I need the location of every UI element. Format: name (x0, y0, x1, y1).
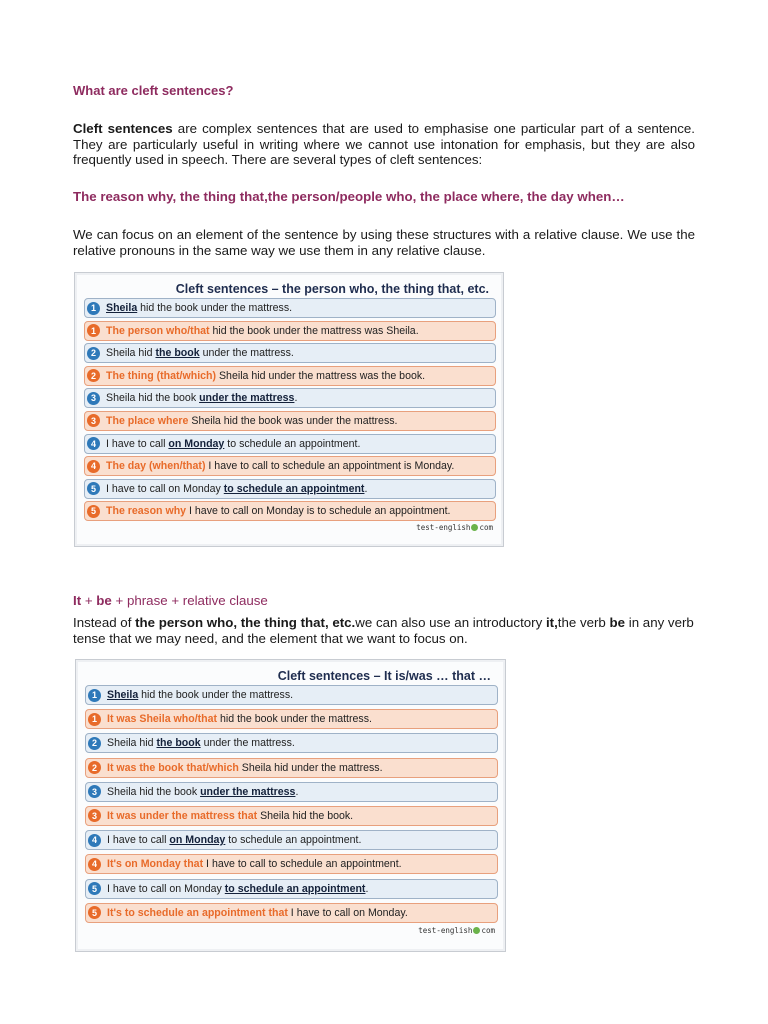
p3-a: Instead of (73, 615, 136, 630)
focus-element: on Monday (169, 834, 226, 847)
cleft-row-orange (85, 854, 498, 874)
number-badge-icon: 1 (88, 713, 101, 726)
sentence-text: I have to call to schedule an appointment. (203, 858, 402, 871)
focus-element: Sheila (107, 689, 139, 701)
section-heading-structures: The reason why, the thing that,the person/people who, the place where, the day when… (73, 189, 625, 204)
cleft-table-2-footer (76, 926, 505, 935)
cleft-structure: It's on Monday that (107, 858, 204, 871)
cleft-row-orange (85, 709, 498, 729)
sentence-text: I have to call on Monday is to schedule an appointment. (186, 505, 451, 518)
number-badge-icon: 4 (87, 437, 100, 450)
cleft-table-2-rows (76, 685, 505, 923)
cleft-row-blue (84, 388, 496, 408)
cleft-row-blue (85, 830, 498, 850)
sentence-text: I have to call on Monday (106, 482, 224, 495)
page-title: What are cleft sentences? (73, 83, 234, 98)
p3-e: the verb (557, 615, 610, 630)
intro-paragraph (73, 121, 695, 168)
cleft-row-blue (85, 733, 498, 753)
cleft-table-1-rows (75, 298, 503, 521)
cleft-structure: The person who/that (106, 324, 210, 337)
sentence-text: hid the book under the mattress. (137, 302, 293, 314)
sentence-text: Sheila hid under the mattress. (238, 761, 383, 774)
sentence-text: Sheila hid the book (106, 392, 200, 405)
cleft-row-blue (85, 685, 498, 705)
number-badge-icon: 2 (87, 369, 100, 382)
number-badge-icon: 4 (87, 460, 100, 473)
sentence-text: I have to call (107, 834, 170, 847)
number-badge-icon: 1 (87, 302, 100, 315)
focus-element: under the mattress (200, 785, 296, 798)
cleft-row-blue (84, 479, 496, 499)
sentence-text: hid the book under the mattress. (217, 713, 372, 726)
cleft-row-orange (84, 411, 496, 431)
number-badge-icon: 4 (88, 834, 101, 847)
p3-f: be (609, 615, 626, 630)
focus-element: on Monday (168, 437, 225, 450)
sentence-text: . (295, 785, 299, 798)
cleft-structure: It was Sheila who/that (107, 713, 218, 726)
number-badge-icon: 3 (88, 785, 101, 798)
check-dot-icon (473, 927, 480, 934)
sentence-text: I have to call on Monday (107, 882, 225, 895)
p3-c: we can also use an introductory (355, 615, 546, 630)
cleft-table-1 (74, 272, 504, 547)
sentence-text: . (365, 882, 369, 895)
sentence-text: Sheila hid (106, 347, 156, 360)
cleft-table-1-footer (75, 523, 503, 532)
number-badge-icon: 5 (88, 906, 101, 919)
number-badge-icon: 2 (87, 347, 100, 360)
footer-brand: test-english (416, 522, 471, 532)
intro-text: are complex sentences that are used to emphasise one particular part of a sentence. They are particularly useful in writing where we cannot use intonation for emphasis, but they are also frequently used in speech. There are several types of cleft sentences: (73, 121, 695, 167)
cleft-structure: It was under the mattress that (107, 809, 258, 822)
number-badge-icon: 5 (87, 505, 100, 518)
cleft-structure: It's to schedule an appointment that (107, 906, 288, 919)
number-badge-icon: 5 (88, 882, 101, 895)
cleft-row-orange (84, 321, 496, 341)
number-badge-icon: 3 (88, 809, 101, 822)
focus-element: Sheila (106, 302, 138, 314)
cleft-row-blue (84, 343, 496, 363)
sentence-text: Sheila hid the book was under the mattress. (188, 414, 398, 427)
number-badge-icon: 5 (87, 482, 100, 495)
section-heading-it-be (73, 593, 268, 608)
check-dot-icon (471, 524, 478, 531)
number-badge-icon: 3 (87, 392, 100, 405)
number-badge-icon: 2 (88, 737, 101, 750)
sentence-text: I have to call (106, 437, 169, 450)
number-badge-icon: 1 (88, 689, 101, 702)
cleft-row-blue (84, 298, 496, 318)
heading-plus-1: + (81, 593, 97, 608)
sentence-text: . (364, 482, 368, 495)
intro-term: Cleft sentences (73, 121, 173, 136)
cleft-row-blue (84, 434, 496, 454)
cleft-row-orange (85, 806, 498, 826)
sentence-text: under the mattress. (200, 737, 295, 750)
sentence-text: hid the book under the mattress. (138, 689, 294, 701)
focus-element: under the mattress (199, 392, 295, 405)
cleft-row-blue (85, 782, 498, 802)
heading-it: It (73, 593, 82, 608)
number-badge-icon: 4 (88, 858, 101, 871)
cleft-structure: The reason why (106, 505, 187, 518)
cleft-row-orange (85, 903, 498, 923)
cleft-table-1-title: Cleft sentences – the person who, the thing that, etc. (175, 282, 489, 296)
cleft-table-2 (75, 659, 506, 952)
heading-be: be (96, 593, 112, 608)
p3-b: the person who, the thing that, etc. (135, 615, 356, 630)
focus-element: to schedule an appointment (224, 882, 366, 895)
cleft-structure: The thing (that/which) (106, 369, 217, 382)
sentence-text: I have to call to schedule an appointment is Monday. (205, 460, 455, 473)
focus-element: the book (156, 737, 201, 750)
cleft-structure: The day (when/that) (106, 460, 206, 473)
cleft-structure: The place where (106, 414, 189, 427)
focus-element: to schedule an appointment (223, 482, 365, 495)
sentence-text: to schedule an appointment. (225, 834, 362, 847)
footer-domain: com (479, 522, 493, 532)
footer-domain: com (481, 925, 495, 935)
focus-element: the book (155, 347, 200, 360)
it-be-paragraph (73, 615, 695, 646)
cleft-table-2-title: Cleft sentences – It is/was … that … (277, 669, 491, 683)
cleft-structure: It was the book that/which (107, 761, 239, 774)
sentence-text: to schedule an appointment. (224, 437, 361, 450)
number-badge-icon: 2 (88, 761, 101, 774)
p3-g: in any verb tense that we may need, and the element that we want to focus on. (73, 615, 694, 646)
sentence-text: Sheila hid the book. (257, 809, 354, 822)
number-badge-icon: 1 (87, 324, 100, 337)
cleft-row-orange (84, 456, 496, 476)
sentence-text: I have to call on Monday. (287, 906, 408, 919)
sentence-text: Sheila hid (107, 737, 157, 750)
sentence-text: hid the book under the mattress was Sheila. (209, 324, 419, 337)
cleft-row-blue (85, 879, 498, 899)
cleft-row-orange (84, 366, 496, 386)
cleft-row-orange (84, 501, 496, 521)
footer-brand: test-english (418, 925, 473, 935)
sentence-text: Sheila hid the book (107, 785, 201, 798)
cleft-row-orange (85, 758, 498, 778)
heading-rest: + phrase + relative clause (111, 593, 268, 608)
p3-d: it, (545, 615, 558, 630)
sentence-text: . (294, 392, 298, 405)
number-badge-icon: 3 (87, 414, 100, 427)
structures-paragraph: We can focus on an element of the sentence by using these structures with a relative clause. We use the relative pronouns in the same way we use them in any relative clause. (73, 227, 695, 258)
sentence-text: Sheila hid under the mattress was the book. (216, 369, 426, 382)
sentence-text: under the mattress. (199, 347, 294, 360)
